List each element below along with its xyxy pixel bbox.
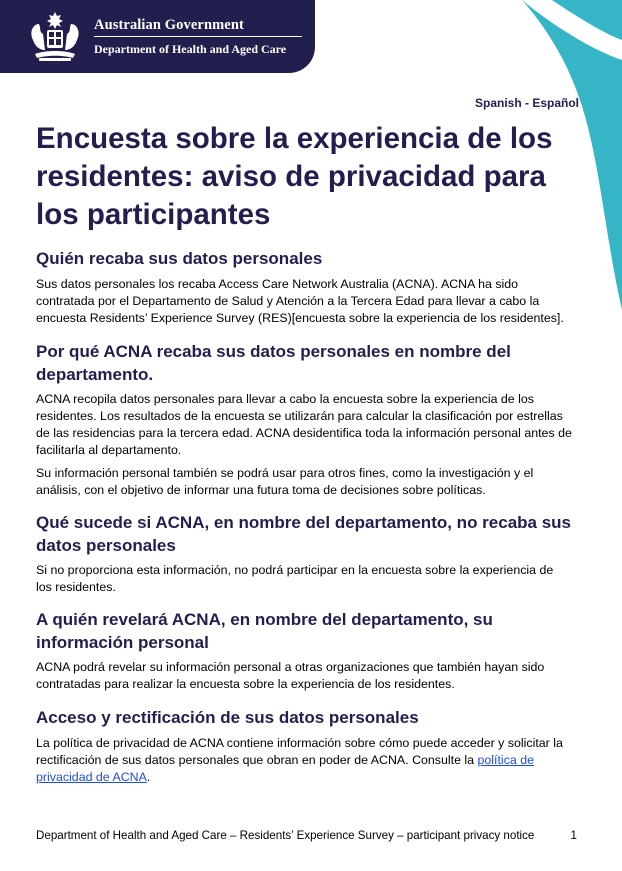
section-paragraph: Si no proporciona esta información, no podrá participar en la encuesta sobre la experiencia de los residentes.: [36, 563, 554, 594]
government-header-band: [0, 0, 315, 73]
section-paragraph: Sus datos personales los recaba Access Care Network Australia (ACNA). ACNA ha sido contratada por el Departamento de Salud y Atención a la Tercera Edad para llevar a cabo la encuesta Residents’ Experience Survey (RES)[encuesta sobre la experiencia de los residentes].: [36, 277, 564, 325]
coat-of-arms-icon: [27, 10, 83, 64]
section-heading: Por qué ACNA recaba sus datos personales en nombre del departamento.: [36, 342, 511, 384]
page-footer: [36, 829, 577, 842]
privacy-policy-link[interactable]: política de privacidad de ACNA: [36, 753, 534, 784]
section-heading: A quién revelará ACNA, en nombre del departamento, su información personal: [36, 610, 493, 652]
section-paragraph: ACNA recopila datos personales para llevar a cabo la encuesta sobre la experiencia de los residentes. Los resultados de la encuesta se utilizarán para calcular la clasificación por estrellas de las residencias para la tercera edad. ACNA desidentifica toda la información personal antes de facilitarla al departamento.: [36, 392, 572, 457]
section-heading: Quién recaba sus datos personales: [36, 249, 323, 268]
section-disclosure: [36, 608, 588, 693]
section-access-correction: [36, 706, 588, 786]
header-divider: [94, 36, 302, 37]
section-paragraph: ACNA podrá revelar su información personal a otras organizaciones que también hayan sido contratadas para realizar la encuesta sobre la experiencia de los residentes.: [36, 660, 545, 691]
section-if-not-collected: [36, 511, 588, 596]
document-body: [36, 120, 588, 786]
paragraph-end: .: [146, 770, 151, 784]
page-number: 1: [570, 829, 577, 842]
section-who-collects: [36, 247, 588, 327]
document-title: Encuesta sobre la experiencia de los residentes: aviso de privacidad para los participantes: [36, 122, 553, 231]
language-label: Spanish - Español: [474, 96, 579, 110]
section-heading: Qué sucede si ACNA, en nombre del departamento, no recaba sus datos personales: [36, 513, 572, 555]
government-title: Australian Government: [94, 17, 244, 33]
department-name: Department of Health and Aged Care: [94, 42, 287, 56]
footer-text: Department of Health and Aged Care – Residents’ Experience Survey – participant privacy notice: [36, 829, 535, 842]
section-heading: Acceso y rectificación de sus datos personales: [36, 708, 419, 727]
section-why-collects: [36, 340, 588, 499]
paragraph-text: La política de privacidad de ACNA contiene información sobre cómo puede acceder y solicitar la rectificación de sus datos personales que obran en poder de ACNA. Consulte la: [36, 736, 563, 767]
section-paragraph: Su información personal también se podrá usar para otros fines, como la investigación y el análisis, con el objetivo de informar una futura toma de decisiones sobre políticas.: [36, 466, 534, 497]
section-paragraph: [36, 735, 572, 786]
